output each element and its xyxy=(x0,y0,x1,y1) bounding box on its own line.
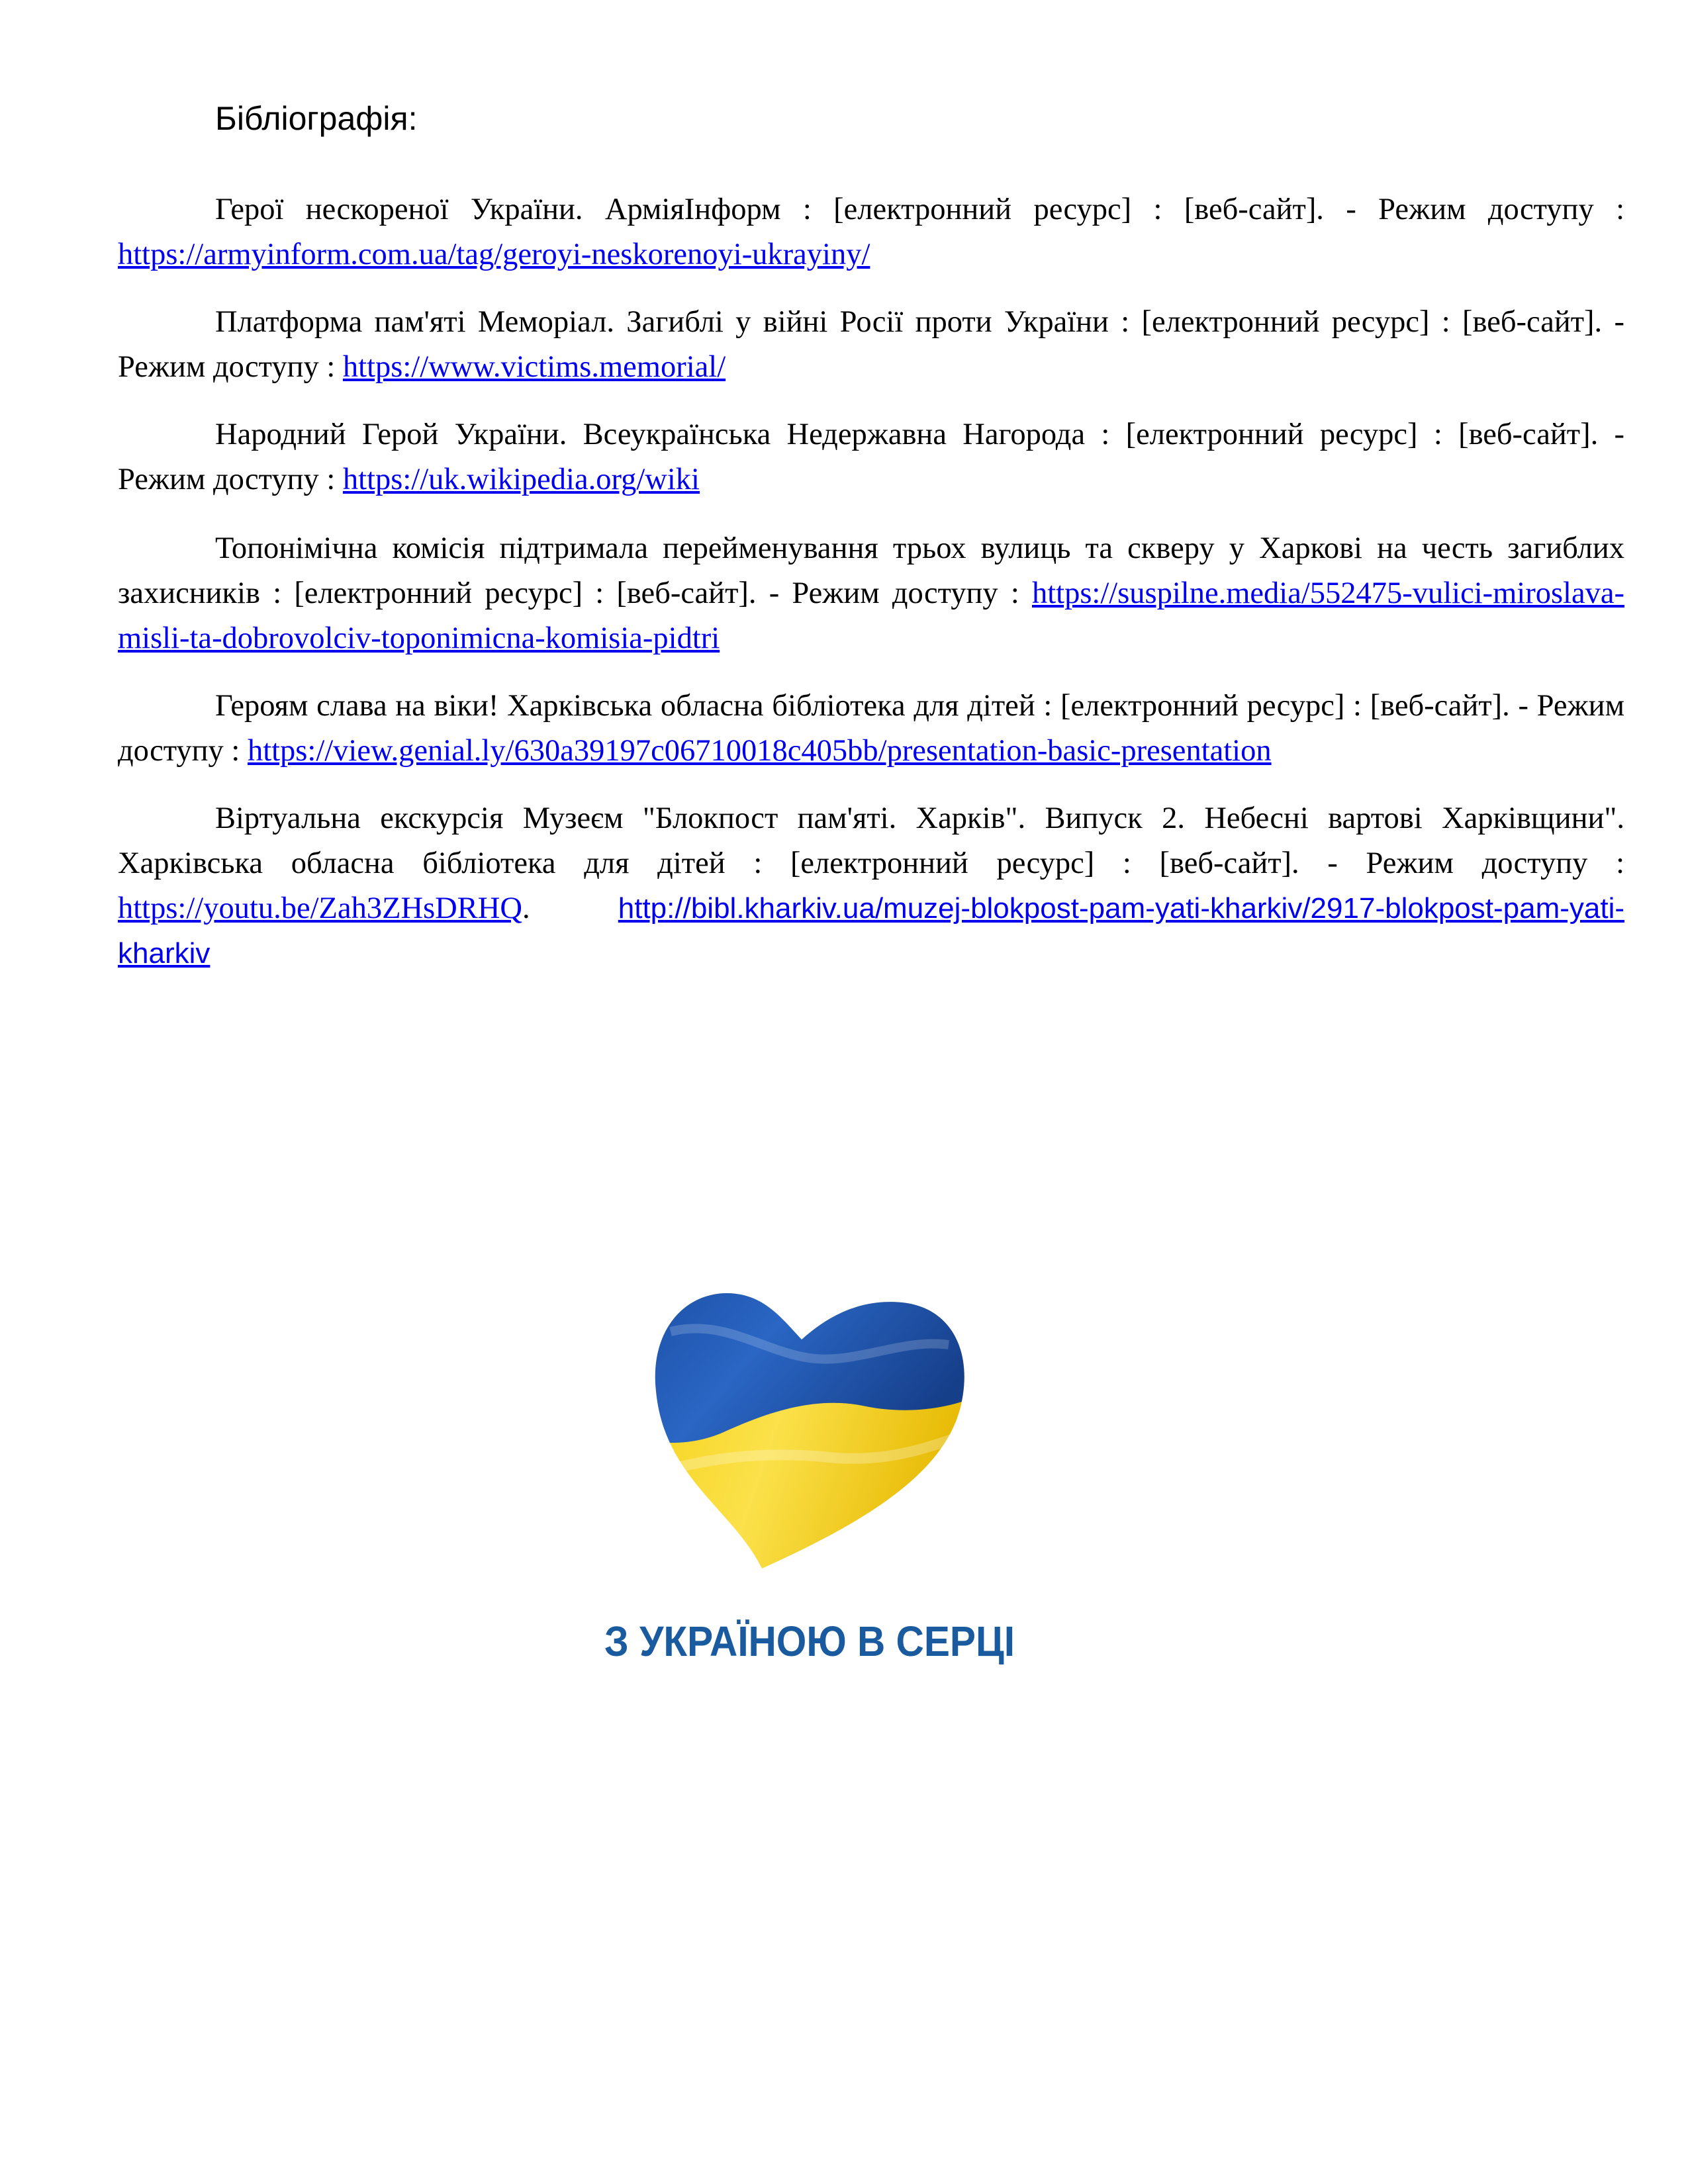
bibliography-entry xyxy=(118,187,1624,277)
entry-text: Платформа пам'яті Меморіал. Загиблі у війні Росії проти України : [електронний ресурс] : [веб-сайт]. - Режим доступу : xyxy=(118,305,1624,384)
entry-text: Віртуальна екскурсія Музеєм "Блокпост пам'яті. Харків". Випуск 2. Небесні вартові Харківщини". Харківська обласна бібліотека для дітей : [електронний ресурс] : [веб-сайт]. - Режим доступу : xyxy=(118,801,1624,880)
logo-caption: З УКРАЇНОЮ В СЕРЦІ xyxy=(604,1617,1015,1665)
ukraine-heart-logo xyxy=(591,1259,1028,1696)
bibliography-entry xyxy=(118,412,1624,502)
entry-link[interactable]: https://uk.wikipedia.org/wiki xyxy=(342,463,700,496)
entry-link[interactable]: https://www.victims.memorial/ xyxy=(342,350,726,384)
entry-separator: . xyxy=(522,891,618,925)
bibliography-entry xyxy=(118,796,1624,976)
bibliography-heading: Бібліографія: xyxy=(215,100,418,137)
entry-text: Народний Герой України. Всеукраїнська Недержавна Нагорода : [електронний ресурс] : [веб-сайт]. - Режим доступу : xyxy=(118,418,1624,496)
bibliography-entry xyxy=(118,684,1624,774)
entry-text: Топонімічна комісія підтримала перейменування трьох вулиць та скверу у Харкові на честь загиблих захисників : [електронний ресурс] : [веб-сайт]. - Режим доступу : xyxy=(118,531,1624,610)
entry-link[interactable]: https://youtu.be/Zah3ZHsDRHQ xyxy=(118,891,522,925)
bibliography-entry xyxy=(118,526,1624,661)
entry-link[interactable]: https://armyinform.com.ua/tag/geroyi-neskorenoyi-ukrayiny/ xyxy=(118,238,870,271)
entry-link[interactable]: https://suspilne.media/552475-vulici-miroslava-misli-ta-dobrovolciv-toponimicna-komisia-pidtri xyxy=(118,576,1624,655)
entry-text: Героям слава на віки! Харківська обласна бібліотека для дітей : [електронний ресурс] : [веб-сайт]. - Режим доступу : xyxy=(118,689,1624,768)
bibliography-entry xyxy=(118,300,1624,390)
entry-text: Герої нескореної України. АрміяІнформ : [електронний ресурс] : [веб-сайт]. - Режим доступу : xyxy=(215,193,1624,226)
heart-flag-icon xyxy=(591,1259,1028,1696)
entry-link[interactable]: https://view.genial.ly/630a39197c06710018c405bb/presentation-basic-presentation xyxy=(247,734,1272,768)
entry-link-secondary[interactable]: http://bibl.kharkiv.ua/muzej-blokpost-pam-yati-kharkiv/2917-blokpost-pam-yati-kharkiv xyxy=(118,892,1624,970)
